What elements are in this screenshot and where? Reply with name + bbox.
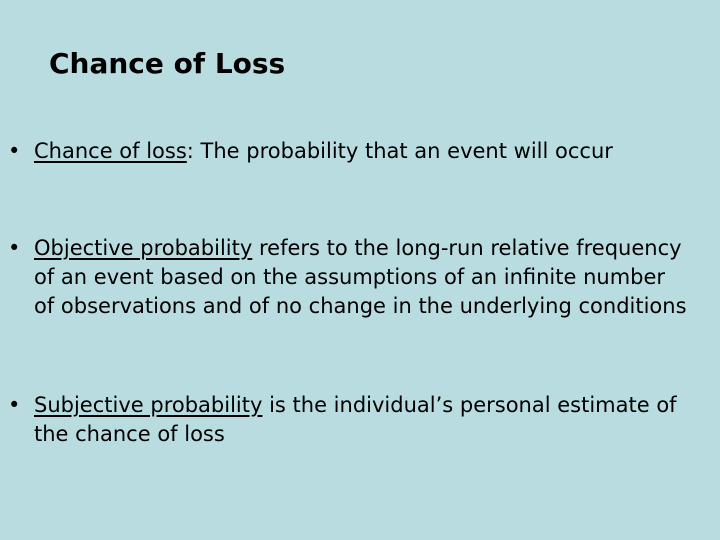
bullet-term: Chance of loss <box>34 139 187 163</box>
bullet-term: Subjective probability <box>34 393 263 417</box>
bullet-item-chance-of-loss <box>8 137 688 166</box>
bullet-item-objective-probability <box>8 234 688 321</box>
slide-title: Chance of Loss <box>49 47 286 80</box>
bullet-text <box>34 234 688 321</box>
bullet-definition: : The probability that an event will occur <box>186 139 613 163</box>
bullet-text <box>34 391 688 449</box>
bullet-item-subjective-probability <box>8 391 688 449</box>
bullet-dot-icon: • <box>8 236 21 260</box>
bullet-definition: refers to the long-run relative frequency of an event based on the assumptions of an infinite number of observations and of no change in the underlying conditions <box>34 236 687 318</box>
bullet-dot-icon: • <box>8 139 21 163</box>
bullet-dot-icon: • <box>8 393 21 417</box>
bullet-definition: is the individual’s personal estimate of the chance of loss <box>34 393 677 446</box>
bullet-text <box>34 137 688 166</box>
bullet-term: Objective probability <box>34 236 253 260</box>
